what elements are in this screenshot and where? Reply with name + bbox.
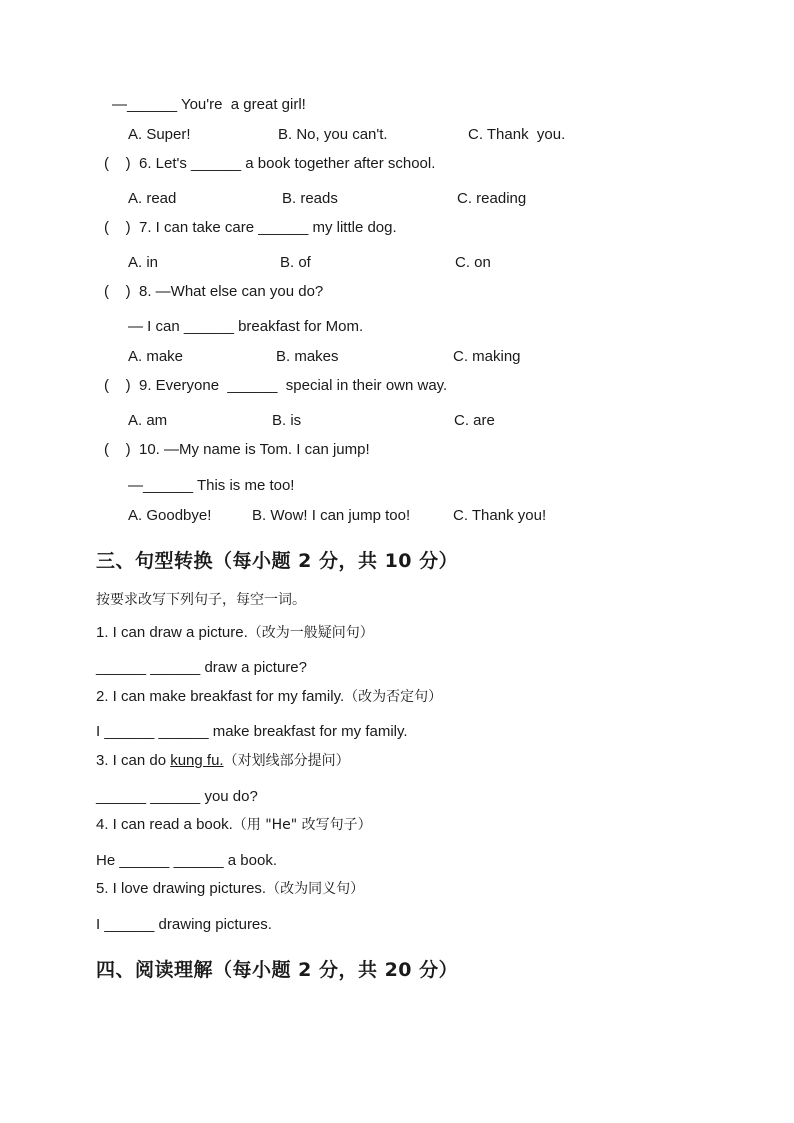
q9-option-a: A. am [128,412,168,429]
q10-stem: ( ) 10. —My name is Tom. I can jump! [104,441,370,458]
q5-option-b: B. No, you can't. [278,126,388,143]
s3-item-5-sentence: 5. I love drawing pictures. [96,880,267,897]
q5-reply: —______ You're a great girl! [112,96,306,113]
q6-stem: ( ) 6. Let's ______ a book together after school. [104,155,436,172]
q10-reply: —______ This is me too! [128,477,295,494]
s3-item-2-answer: I ______ ______ make breakfast for my family. [96,723,408,740]
q6-option-a: A. read [128,190,177,207]
q8-stem: ( ) 8. —What else can you do? [104,283,324,300]
q7-option-c: C. on [455,254,491,271]
q7-option-a: A. in [128,254,159,271]
s3-item-2 [96,687,442,707]
q10-option-c: C. Thank you! [453,507,547,524]
q6-option-b: B. reads [282,190,338,207]
q5-option-a: A. Super! [128,126,191,143]
q7-stem: ( ) 7. I can take care ______ my little dog. [104,219,397,236]
s3-item-3-sentence: 3. I can do [96,752,171,769]
section-4-title: 四、阅读理解（每小题 2 分，共 20 分） [96,959,459,981]
s3-item-2-note: （改为否定句） [344,689,443,705]
s3-item-3-answer: ______ ______ you do? [96,788,258,805]
s3-item-4-note: （用 "He" 改写句子） [232,817,372,833]
q9-option-b: B. is [272,412,302,429]
s3-item-5-answer: I ______ drawing pictures. [96,916,272,933]
q8-option-b: B. makes [276,348,339,365]
q9-stem: ( ) 9. Everyone ______ special in their own way. [104,377,448,394]
s3-item-1-answer: ______ ______ draw a picture? [96,659,307,676]
q5-option-c: C. Thank you. [468,126,566,143]
s3-item-4 [96,815,372,835]
s3-item-5-note: （改为同义句） [266,881,365,897]
q8-reply: — I can ______ breakfast for Mom. [128,318,364,335]
q8-option-a: A. make [128,348,184,365]
s3-item-2-sentence: 2. I can make breakfast for my family. [96,688,345,705]
q10-option-b: B. Wow! I can jump too! [252,507,411,524]
s3-item-3 [96,751,350,771]
section-3-instruction: 按要求改写下列句子，每空一词。 [96,592,306,608]
section-3-title: 三、句型转换（每小题 2 分，共 10 分） [96,550,459,572]
s3-item-3-note: （对划线部分提问） [223,753,350,769]
s3-item-4-sentence: 4. I can read a book. [96,816,233,833]
s3-item-1-note: （改为一般疑问句） [247,625,374,641]
q6-option-c: C. reading [457,190,527,207]
q10-option-a: A. Goodbye! [128,507,212,524]
q8-option-c: C. making [453,348,521,365]
s3-item-1-sentence: 1. I can draw a picture. [96,624,248,641]
s3-item-1 [96,623,374,643]
s3-item-4-answer: He ______ ______ a book. [96,852,277,869]
s3-item-3-underlined: kung fu. [170,752,224,769]
s3-item-5 [96,879,364,899]
q9-option-c: C. are [454,412,495,429]
q7-option-b: B. of [280,254,311,271]
